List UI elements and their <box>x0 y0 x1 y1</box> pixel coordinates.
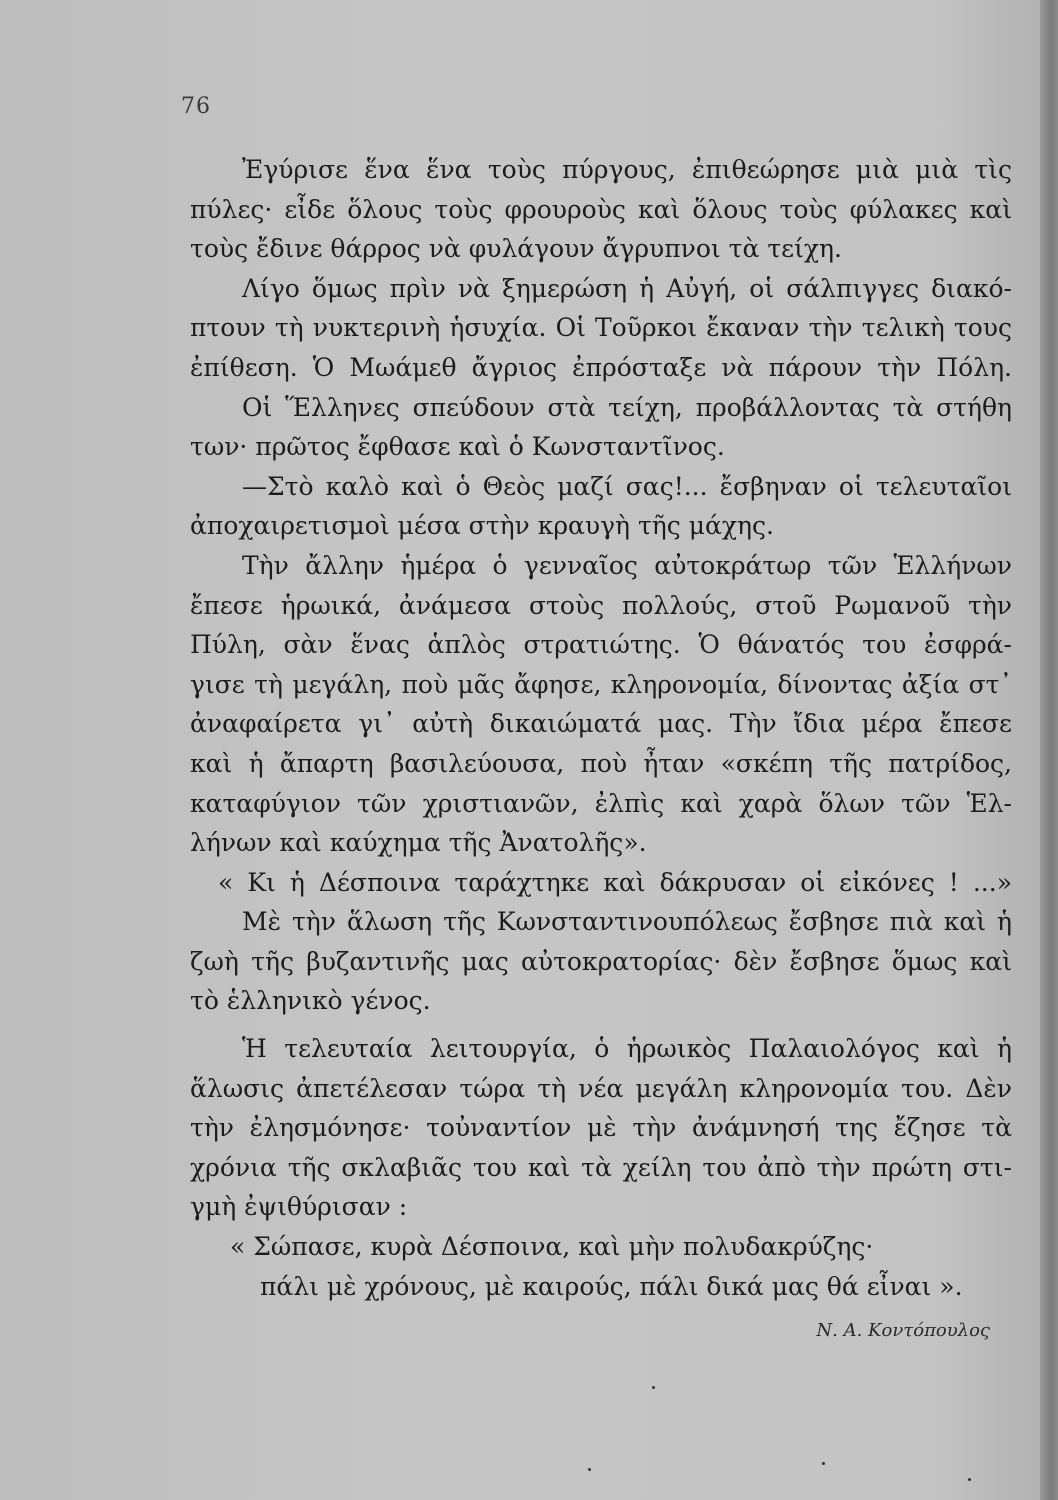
body-text <box>190 150 1012 1306</box>
text-line: τὴν ἐλησμόνησε· τοὐναντίον μὲ τὴν ἀνάμνησή της ἔζησε τὰ <box>190 1113 1012 1143</box>
text-line: γμὴ ἐψιθύρισαν : <box>190 1192 408 1222</box>
text-line: ἅλωσις ἀπετέλεσαν τώρα τὴ νέα μεγάλη κληρονομία του. Δὲν <box>190 1073 1012 1103</box>
text-line: των· πρῶτος ἔφθασε καὶ ὁ Κωνσταντῖνος. <box>190 432 725 462</box>
text-line: Λίγο ὅμως πρὶν νὰ ξημερώση ἡ Αὐγή, οἱ σάλπιγγες διακό- <box>242 273 1012 303</box>
text-line: τοὺς ἔδινε θάρρος νὰ φυλάγουν ἄγρυπνοι τὰ τείχη. <box>190 234 842 264</box>
text-line: χρόνια τῆς σκλαβιᾶς του καὶ τὰ χείλη του ἀπὸ τὴν πρώτη στι- <box>190 1152 1012 1182</box>
text-line: ἔπεσε ἡρωικά, ἀνάμεσα στοὺς πολλούς, στοῦ Ρωμανοῦ τὴν <box>190 590 1012 620</box>
text-line: ἀναφαίρετα γι᾽ αὐτὴ δικαιώματά μας. Τὴν ἴδια μέρα ἔπεσε <box>190 709 1012 739</box>
text-line: Μὲ τὴν ἅλωση τῆς Κωνσταντινουπόλεως ἔσβησε πιὰ καὶ ἡ <box>242 907 1012 937</box>
text-line: Ἐγύρισε ἕνα ἕνα τοὺς πύργους, ἐπιθεώρησε μιὰ μιὰ τὶς <box>242 155 1012 184</box>
text-line: —Στὸ καλὸ καὶ ὁ Θεὸς μαζί σας!... ἔσβηναν οἱ τελευταῖοι <box>242 471 1012 501</box>
text-line: ἀποχαιρετισμοὶ μέσα στὴν κραυγὴ τῆς μάχης. <box>190 511 774 541</box>
text-line: Ἡ τελευταία λειτουργία, ὁ ἡρωικὸς Παλαιολόγος καὶ ἡ <box>242 1034 1012 1064</box>
text-line: πύλες· εἶδε ὅλους τοὺς φρουροὺς καὶ ὅλους τοὺς φύλακες καὶ <box>190 194 1012 224</box>
quote-line: « Κι ἡ Δέσποινα ταράχτηκε καὶ δάκρυσαν οἱ εἰκόνες ! ...» <box>218 867 1012 897</box>
page-edge <box>1040 0 1058 1500</box>
poem-line: « Σώπασε, κυρὰ Δέσποινα, καὶ μὴν πολυδακρύζης· <box>230 1232 874 1262</box>
text-line: λήνων καὶ καύχημα τῆς Ἀνατολῆς». <box>190 828 647 858</box>
text-line: καταφύγιον τῶν χριστιανῶν, ἐλπὶς καὶ χαρὰ ὅλων τῶν Ἑλ- <box>190 788 1012 818</box>
text-line: Πύλη, σὰν ἕνας ἁπλὸς στρατιώτης. Ὁ θάνατός του ἐσφρά- <box>190 630 1012 660</box>
print-speck <box>822 1462 825 1465</box>
print-speck <box>588 1468 591 1471</box>
text-line: ἐπίθεση. Ὁ Μωάμεθ ἄγριος ἐπρόσταξε νὰ πάρουν τὴν Πόλη. <box>190 352 1012 382</box>
text-line: Οἱ Ἕλληνες σπεύδουν στὰ τείχη, προβάλλοντας τὰ στήθη <box>242 392 1012 422</box>
text-line: πτουν τὴ νυκτερινὴ ἡσυχία. Οἱ Τοῦρκοι ἔκαναν τὴν τελικὴ τους <box>190 313 1012 343</box>
text-line: ζωὴ τῆς βυζαντινῆς μας αὐτοκρατορίας· δὲν ἔσβησε ὅμως καὶ <box>190 946 1012 976</box>
page-number: 76 <box>181 94 211 119</box>
author-signature: Ν. Α. Κοντόπουλος <box>816 1320 990 1341</box>
text-line: Τὴν ἄλλην ἡμέρα ὁ γενναῖος αὐτοκράτωρ τῶν Ἑλλήνων <box>242 550 1012 580</box>
text-line: καὶ ἡ ἄπαρτη βασιλεύουσα, ποὺ ἦταν «σκέπη τῆς πατρίδος, <box>190 748 1012 778</box>
print-speck <box>652 1386 655 1389</box>
print-speck <box>968 1478 971 1481</box>
poem-line: πάλι μὲ χρόνους, μὲ καιρούς, πάλι δικά μας θά εἶναι ». <box>260 1271 963 1301</box>
text-line: γισε τὴ μεγάλη, ποὺ μᾶς ἄφησε, κληρονομία, δίνοντας ἀξία στ᾽ <box>190 669 1012 699</box>
text-line: τὸ ἑλληνικὸ γένος. <box>190 986 431 1016</box>
